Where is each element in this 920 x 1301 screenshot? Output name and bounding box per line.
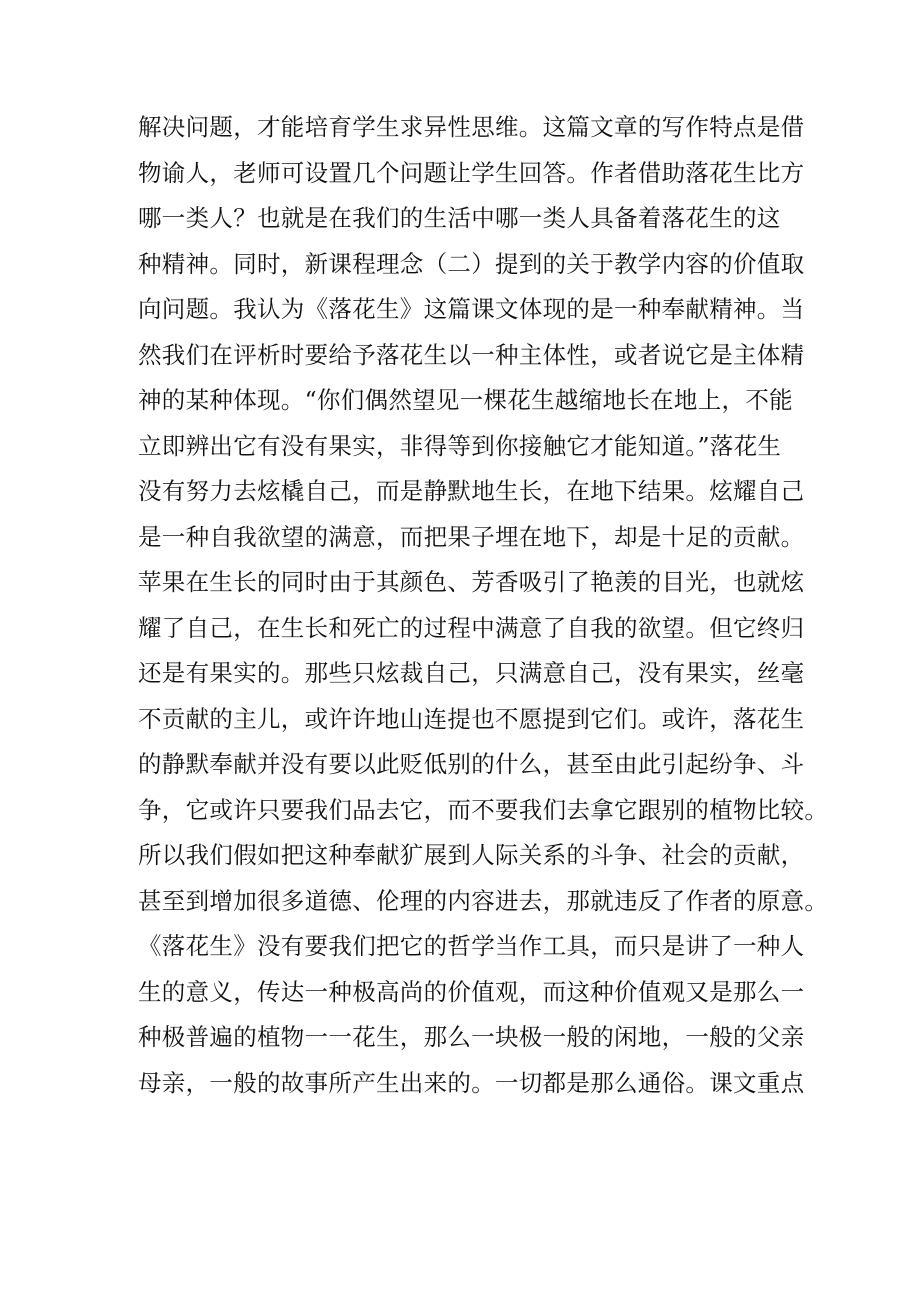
text-line: 种精神。同时，新课程理念（二）提到的关于教学内容的价值取 <box>138 249 805 278</box>
text-line: 没有努力去炫橇自己，而是静默地生长，在地下结果。炫耀自己 <box>138 477 805 505</box>
text-line: 解决问题，才能培育学生求异性思维。这篇文章的写作特点是借 <box>138 113 805 141</box>
text-line: 向问题。我认为《落花生》这篇课文体现的是一种奉献精神。当 <box>138 295 805 323</box>
text-line: 所以我们假如把这种奉献犷展到人际关系的斗争、社会的贡献， <box>138 841 805 869</box>
text-line: 种极普遍的植物一一花生，那么一块极一般的闲地，一般的父亲 <box>138 1023 805 1051</box>
text-line: 母亲，一般的故事所产生出来的。一切都是那么通俗。课文重点 <box>138 1068 805 1097</box>
text-line: 的静默奉献并没有要以此贬低别的什么，甚至由此引起纷争、斗 <box>138 750 805 778</box>
text-line: 苹果在生长的同时由于其颜色、芳香吸引了艳羡的目光，也就炫 <box>138 568 805 596</box>
text-line: 神的某种体现。“你们偶然望见一棵花生越缩地长在地上，不能 <box>138 386 793 414</box>
text-line: 然我们在评析时要给予落花生以一种主体性，或者说它是主体精 <box>138 340 805 369</box>
text-line: 《落花生》没有要我们把它的哲学当作工具，而只是讲了一种人 <box>138 932 805 960</box>
text-line: 物谕人，老师可设置几个问题让学生回答。作者借助落花生比方 <box>138 158 805 187</box>
text-line: 耀了自己，在生长和死亡的过程中满意了自我的欲望。但它终归 <box>138 613 805 642</box>
text-line: 立即辨出它有没有果实，非得等到你接触它才能知道。”落花生 <box>138 431 782 460</box>
text-line: 生的意义，传达一种极高尚的价值观，而这种价值观又是那么一 <box>138 977 805 1006</box>
text-line: 是一种自我欲望的满意，而把果子埋在地下，却是十足的贡献。 <box>138 522 805 551</box>
text-line: 争，它或许只要我们品去它，而不要我们去拿它跟别的植物比较。 <box>138 795 829 824</box>
body-text <box>138 105 829 1106</box>
text-line: 还是有果实的。那些只炫裁自己，只满意自己，没有果实，丝毫 <box>138 659 805 687</box>
text-line: 不贡献的主儿，或许许地山连提也不愿提到它们。或许，落花生 <box>138 704 805 733</box>
text-line: 甚至到增加很多道德、伦理的内容进去，那就违反了作者的原意。 <box>138 886 829 915</box>
text-line: 哪一类人？也就是在我们的生活中哪一类人具备着落花生的这 <box>138 204 781 232</box>
